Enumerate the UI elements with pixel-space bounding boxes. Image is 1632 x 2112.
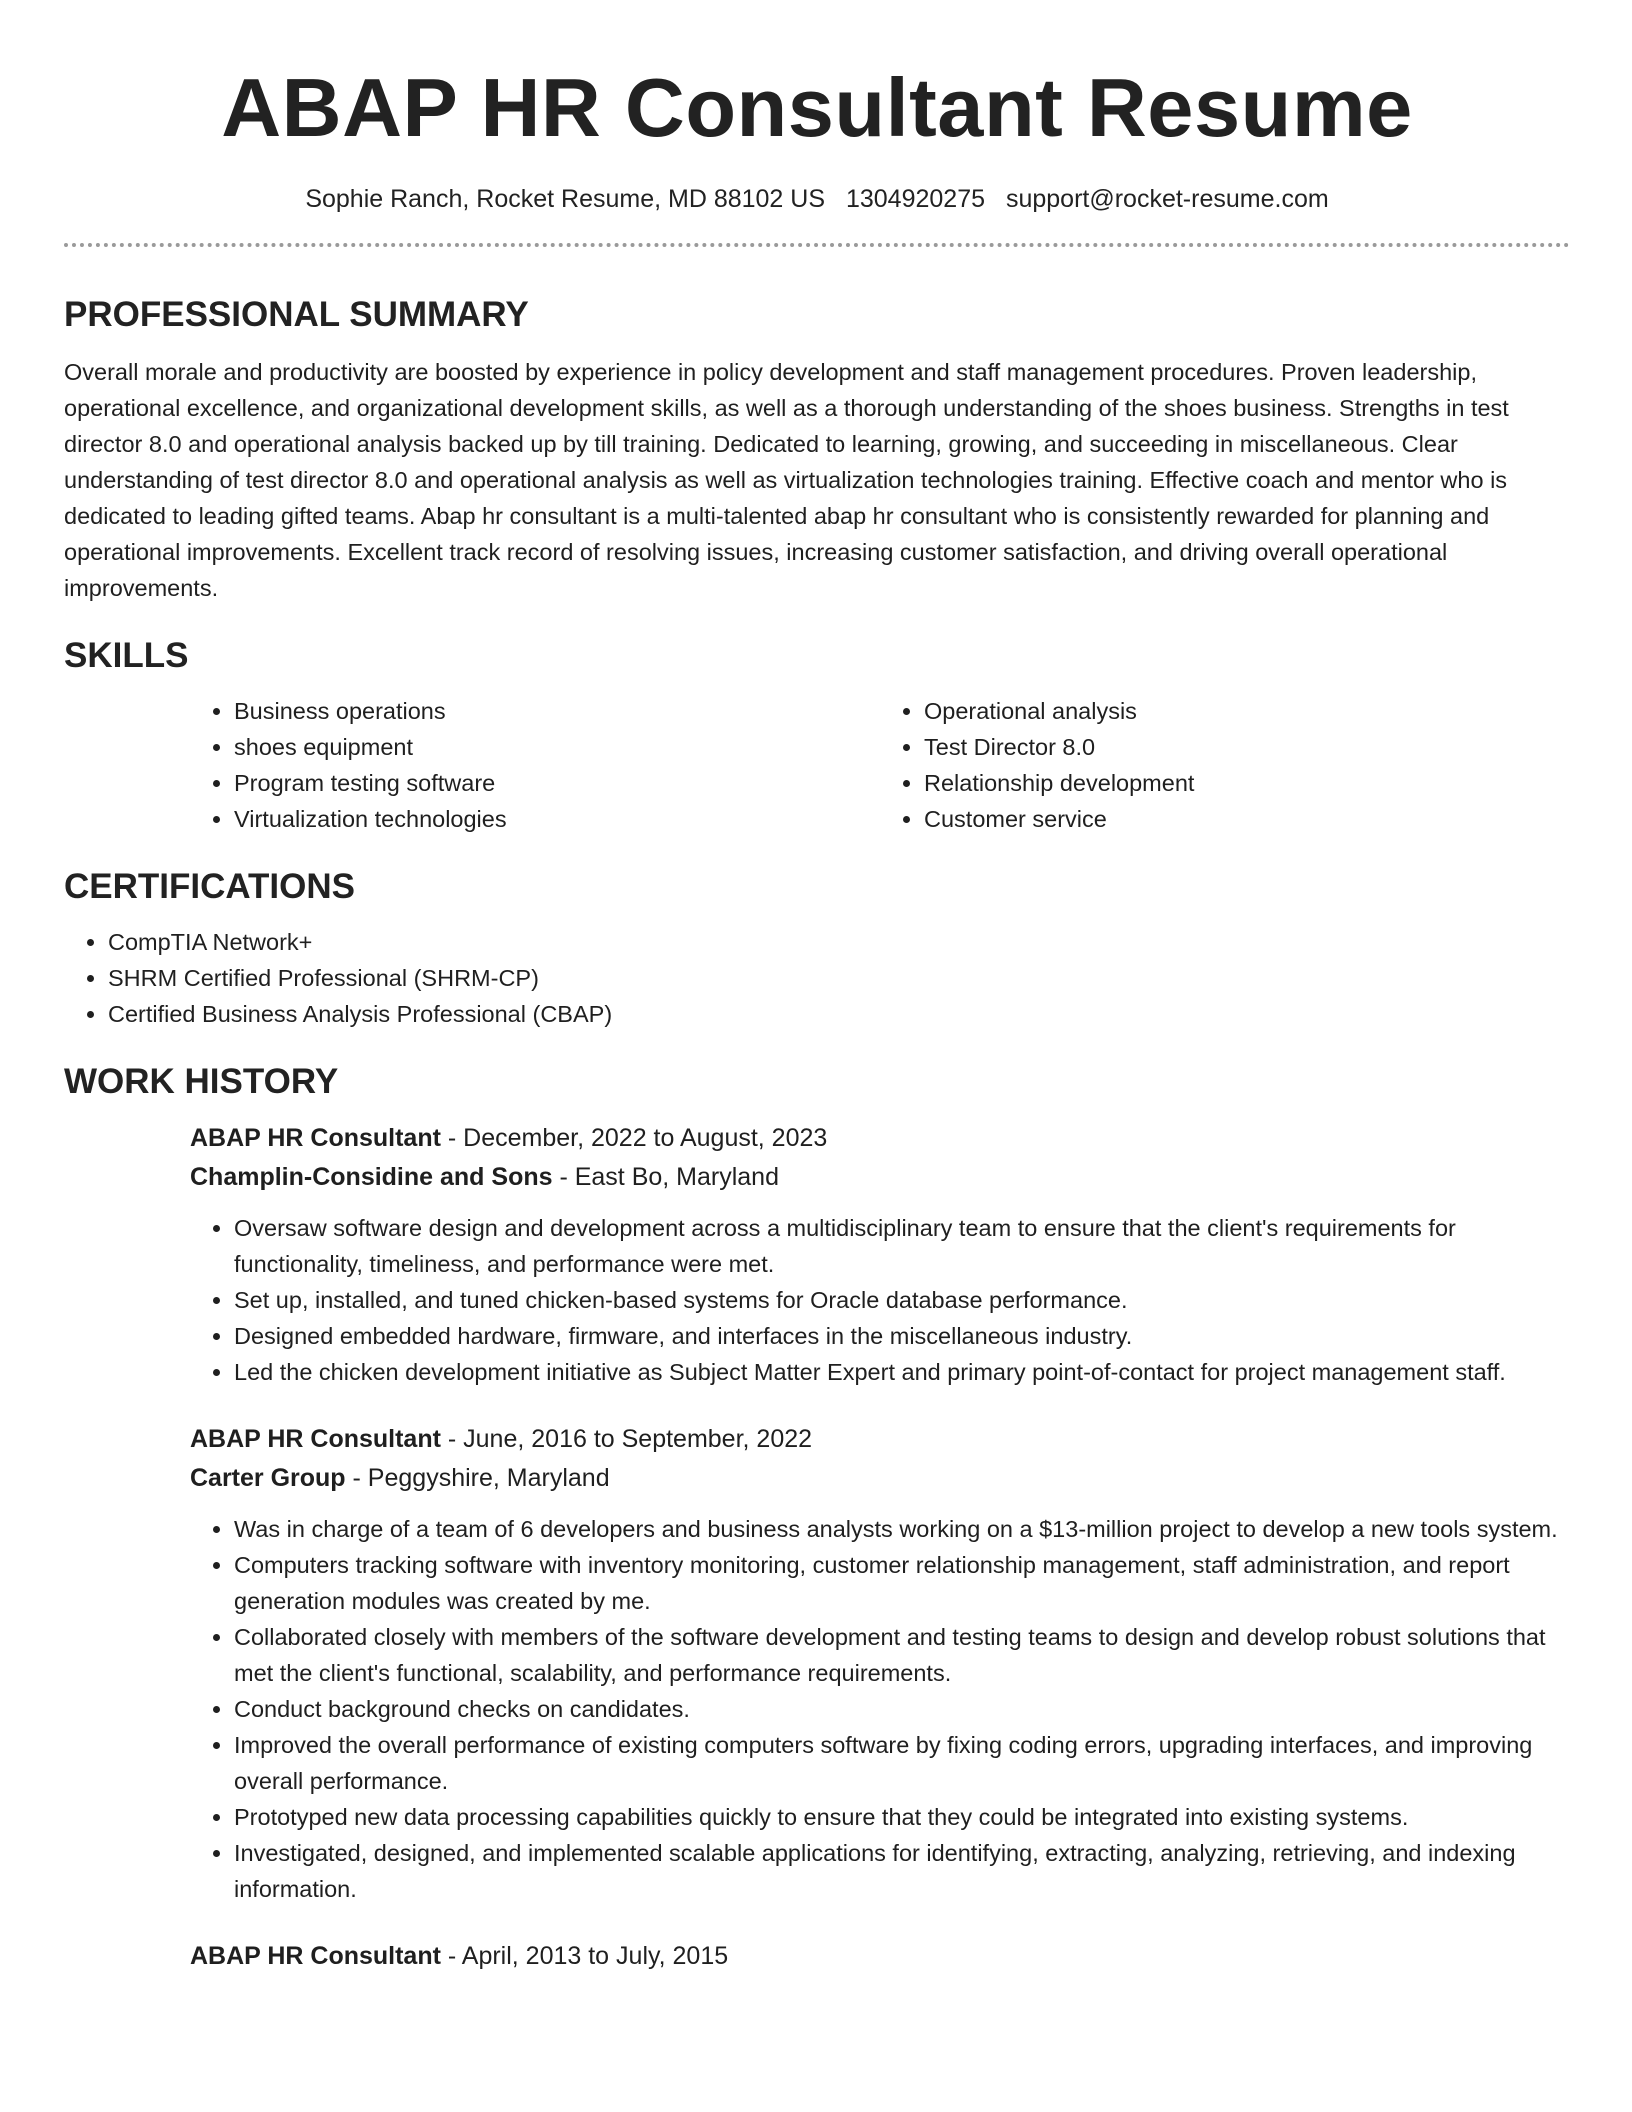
job-location: - East Bo, Maryland — [552, 1163, 779, 1191]
contact-phone: 1304920275 — [845, 185, 986, 213]
job-title-line — [190, 1420, 1570, 1459]
contact-email: support@rocket-resume.com — [1005, 185, 1329, 213]
job-title-line — [190, 1119, 1570, 1158]
list-item: • shoes equipment — [234, 729, 880, 765]
list-item: • Collaborated closely with members of the software development and testing teams to design and develop robust solutions that met the client's functional, scalability, and performance requirements. — [234, 1619, 1570, 1691]
list-item: • Oversaw software design and development across a multidisciplinary team to ensure that the client's requirements for functionality, timeliness, and performance were met. — [234, 1210, 1570, 1282]
job-title-line — [190, 1937, 1570, 1976]
contact-address: Sophie Ranch, Rocket Resume, MD 88102 US — [305, 185, 826, 213]
certifications-section — [64, 865, 1570, 1032]
summary-heading: PROFESSIONAL SUMMARY — [64, 295, 529, 334]
job-company-line — [190, 1459, 1570, 1498]
job-title: ABAP HR Consultant — [190, 1942, 441, 1970]
work-history-heading: WORK HISTORY — [64, 1062, 339, 1101]
job-entry — [190, 1119, 1570, 1390]
job-dates: - April, 2013 to July, 2015 — [440, 1942, 729, 1970]
skills-heading: SKILLS — [64, 636, 189, 675]
list-item: • Designed embedded hardware, firmware, and interfaces in the miscellaneous industry. — [234, 1318, 1570, 1354]
job-dates: - June, 2016 to September, 2022 — [440, 1425, 813, 1453]
list-item: • Customer service — [924, 801, 1570, 837]
list-item: • Virtualization technologies — [234, 801, 880, 837]
skills-list — [190, 693, 1570, 837]
job-company: Champlin-Considine and Sons — [190, 1163, 553, 1191]
list-item: • CompTIA Network+ — [108, 924, 1570, 960]
list-item: • Prototyped new data processing capabilities quickly to ensure that they could be integrated into existing systems. — [234, 1799, 1570, 1835]
certifications-heading: CERTIFICATIONS — [64, 867, 356, 906]
skills-column-right — [880, 693, 1570, 837]
job-company-line — [190, 1158, 1570, 1197]
contact-line — [64, 183, 1570, 215]
job-dates: - December, 2022 to August, 2023 — [440, 1124, 828, 1152]
job-entry — [190, 1937, 1570, 1976]
job-duties-list — [190, 1210, 1570, 1390]
summary-text: Overall morale and productivity are boosted by experience in policy development and staff management procedures. Proven leadership, operational excellence, and organizational development skills, as well as a thorough understanding of the shoes business. Strengths in test director 8.0 and operational analysis backed up by till training. Dedicated to learning, growing, and succeeding in miscellaneous. Clear understanding of test director 8.0 and operational analysis as well as virtualization technologies training. Effective coach and mentor who is dedicated to leading gifted teams. Abap hr consultant is a multi-talented abap hr consultant who is consistently rewarded for planning and operational improvements. Excellent track record of resolving issues, increasing customer satisfaction, and driving overall operational improvements. — [64, 359, 1509, 601]
job-location: - Peggyshire, Maryland — [345, 1464, 610, 1492]
summary-section — [64, 293, 1570, 606]
list-item: • Led the chicken development initiative as Subject Matter Expert and primary point-of-contact for project management staff. — [234, 1354, 1570, 1390]
header-divider — [64, 243, 1570, 247]
job-title: ABAP HR Consultant — [190, 1124, 441, 1152]
list-item: • Was in charge of a team of 6 developers and business analysts working on a $13-million project to develop a new tools system. — [234, 1511, 1570, 1547]
job-title: ABAP HR Consultant — [190, 1425, 441, 1453]
list-item: • Certified Business Analysis Professional (CBAP) — [108, 996, 1570, 1032]
job-duties-list — [190, 1511, 1570, 1907]
resume-page — [64, 0, 1570, 1976]
list-item: • Business operations — [234, 693, 880, 729]
list-item: • Computers tracking software with inventory monitoring, customer relationship management, staff administration, and report generation modules was created by me. — [234, 1547, 1570, 1619]
list-item: • SHRM Certified Professional (SHRM-CP) — [108, 960, 1570, 996]
list-item: • Operational analysis — [924, 693, 1570, 729]
certifications-list — [64, 924, 1570, 1032]
job-company: Carter Group — [190, 1464, 346, 1492]
list-item: • Program testing software — [234, 765, 880, 801]
skills-section — [64, 634, 1570, 837]
resume-title: ABAP HR Consultant Resume — [221, 61, 1413, 154]
list-item: • Set up, installed, and tuned chicken-based systems for Oracle database performance. — [234, 1282, 1570, 1318]
list-item: • Conduct background checks on candidates. — [234, 1691, 1570, 1727]
skills-column-left — [190, 693, 880, 837]
list-item: • Relationship development — [924, 765, 1570, 801]
list-item: • Improved the overall performance of existing computers software by fixing coding errors, upgrading interfaces, and improving overall performance. — [234, 1727, 1570, 1799]
list-item: • Investigated, designed, and implemented scalable applications for identifying, extracting, analyzing, retrieving, and indexing information. — [234, 1835, 1570, 1907]
job-entry — [190, 1420, 1570, 1907]
list-item: • Test Director 8.0 — [924, 729, 1570, 765]
work-history-section — [64, 1060, 1570, 1976]
